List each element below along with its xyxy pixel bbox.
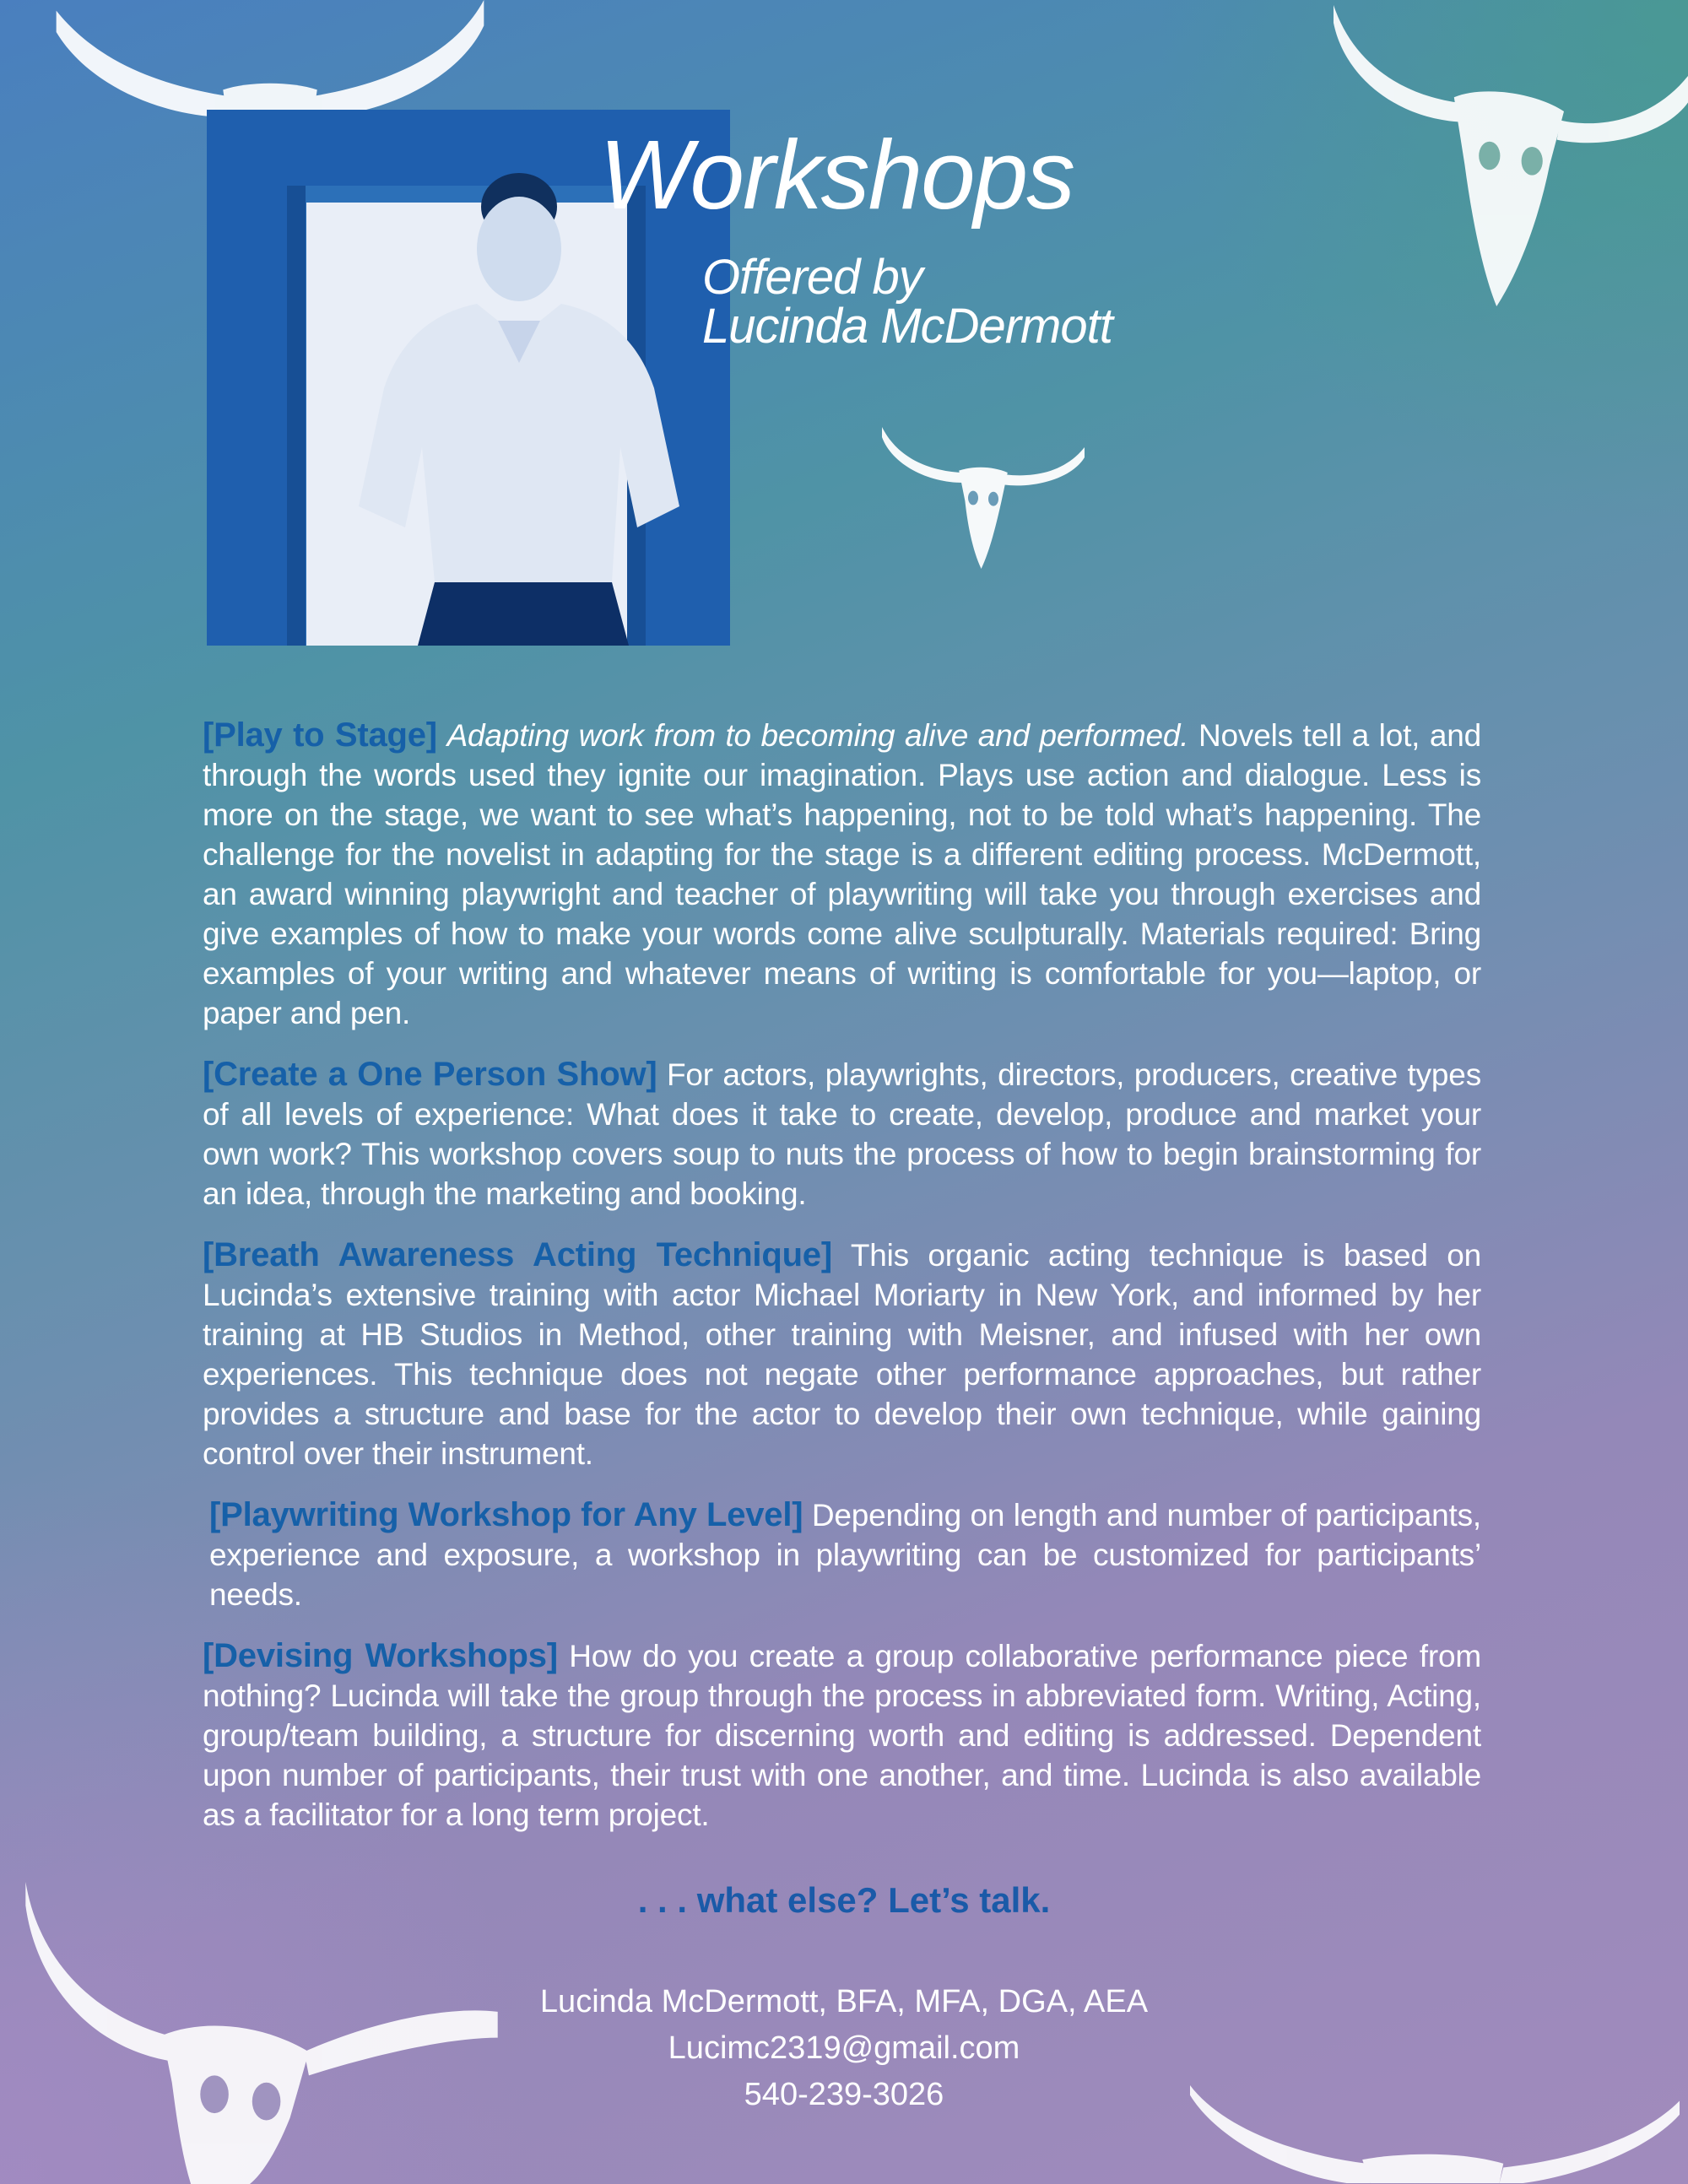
- contact-phone: 540-239-3026: [744, 2077, 944, 2112]
- workshop-heading: [Playwriting Workshop for Any Level]: [209, 1496, 803, 1533]
- call-to-action: . . . what else? Let’s talk.: [637, 1880, 1051, 1920]
- page-title: Workshops: [599, 120, 1074, 230]
- contact-name: Lucinda McDermott, BFA, MFA, DGA, AEA: [539, 1984, 1149, 2019]
- workshop-heading: [Devising Workshops]: [203, 1637, 558, 1674]
- longhorn-skull-icon: [1334, 0, 1688, 329]
- workshop-devising: [203, 1636, 1481, 1835]
- workshop-body: For actors, playwrights, directors, producers, creative types of all levels of experience: What does it take to create, develop, produce and market your own work? This workshop covers soup to nuts the process of how to begin brainstorming for an idea, through the marketing and booking.: [203, 1057, 1481, 1211]
- workshop-heading: [Breath Awareness Acting Technique]: [203, 1236, 832, 1273]
- workshop-tagline: Adapting work from to becoming alive and performed.: [446, 718, 1189, 753]
- workshop-body: How do you create a group collaborative performance piece from nothing? Lucinda will take the group through the process in abbreviated form. Writing, Acting, group/team building, a structure for discerning worth and editing is addressed. Dependent upon number of participants, their trust with one another, and time. Lucinda is also available as a facilitator for a long term project.: [203, 1639, 1481, 1832]
- workshop-heading: [Play to Stage]: [203, 716, 437, 754]
- contact-block: [0, 1979, 1688, 2118]
- workshop-one-person-show: [203, 1055, 1481, 1214]
- page-subtitle: [702, 250, 1112, 354]
- workshop-play-to-stage: [203, 716, 1481, 1033]
- workshop-breath-awareness: [203, 1235, 1481, 1473]
- subtitle-line-name: Lucinda McDermott: [702, 299, 1112, 354]
- longhorn-skull-icon: [882, 422, 1085, 574]
- workshop-body: Novels tell a lot, and through the words used they ignite our imagination. Plays use action and dialogue. Less is more on the stage, we want to see what’s happening, not to be told what’s happening. The challenge for the novelist in adapting for the stage is a different editing process. McDermott, an award winning playwright and teacher of playwriting will take you through exercises and give examples of how to make your words come alive sculpturally. Materials required: Bring examples of your writing and whatever means of writing is comfortable for you—laptop, or paper and pen.: [203, 718, 1481, 1030]
- workshop-playwriting: [209, 1495, 1481, 1614]
- workshop-heading: [Create a One Person Show]: [203, 1056, 657, 1093]
- workshop-list: [203, 716, 1481, 1857]
- contact-email: Lucimc2319@gmail.com: [668, 2030, 1020, 2066]
- workshop-body: Depending on length and number of participants, experience and exposure, a workshop in playwriting can be customized for participants’ needs.: [209, 1498, 1481, 1612]
- workshop-body: This organic acting technique is based on Lucinda’s extensive training with actor Michael Moriarty in New York, and informed by her training at HB Studios in Method, other training with Meisner, and infused with her own experiences. This technique does not negate other performance approaches, but rather provides a structure and base for the actor to develop their own technique, while gaining control over their instrument.: [203, 1238, 1481, 1471]
- subtitle-line-offered-by: Offered by: [702, 250, 922, 305]
